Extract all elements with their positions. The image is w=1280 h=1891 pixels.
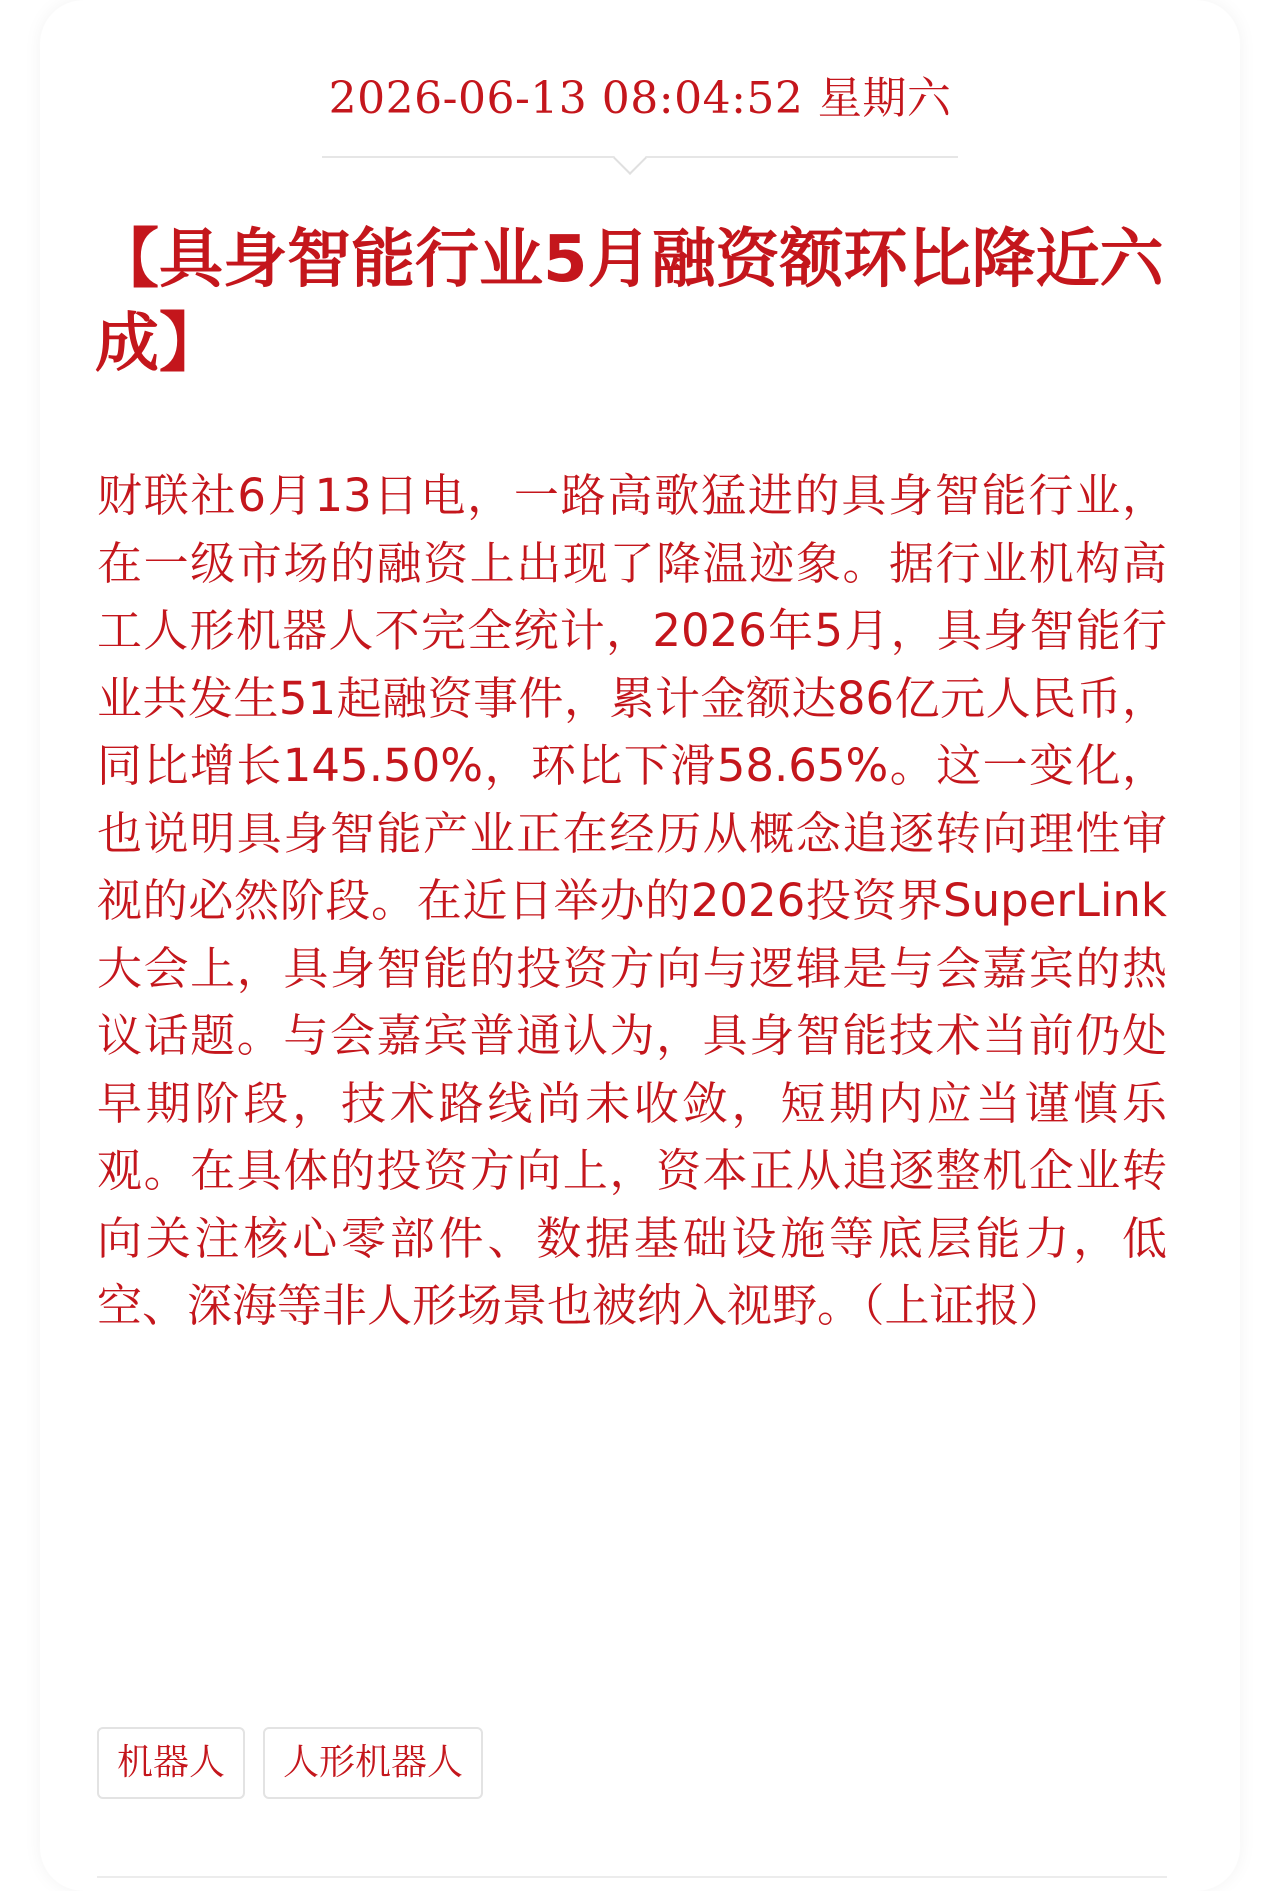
tag-list <box>97 1727 483 1799</box>
article-body: 财联社6月13日电，一路高歌猛进的具身智能行业，在一级市场的融资上出现了降温迹象。据行业机构高工人形机器人不完全统计，2026年5月，具身智能行业共发生51起融资事件，累计金额达86亿元人民币，同比增长145.50%，环比下滑58.65%。这一变化，也说明具身智能产业正在经历从概念追逐转向理性审视的必然阶段。在近日举办的2026投资界SuperLink大会上，具身智能的投资方向与逻辑是与会嘉宾的热议话题。与会嘉宾普通认为，具身智能技术当前仍处早期阶段，技术路线尚未收敛，短期内应当谨慎乐观。在具体的投资方向上，资本正从追逐整机企业转向关注核心零部件、数据基础设施等底层能力，低空、深海等非人形场景也被纳入视野。（上证报） <box>97 469 1167 1332</box>
publish-timestamp: 2026-06-13 08:04:52 星期六 <box>328 73 952 124</box>
article-headline: 【具身智能行业5月融资额环比降近六成】 <box>95 223 1164 381</box>
tag-humanoid-robot[interactable]: 人形机器人 <box>263 1727 483 1799</box>
bottom-divider <box>97 1876 1167 1878</box>
tag-robot[interactable]: 机器人 <box>97 1727 245 1799</box>
timestamp-row <box>0 62 1280 126</box>
